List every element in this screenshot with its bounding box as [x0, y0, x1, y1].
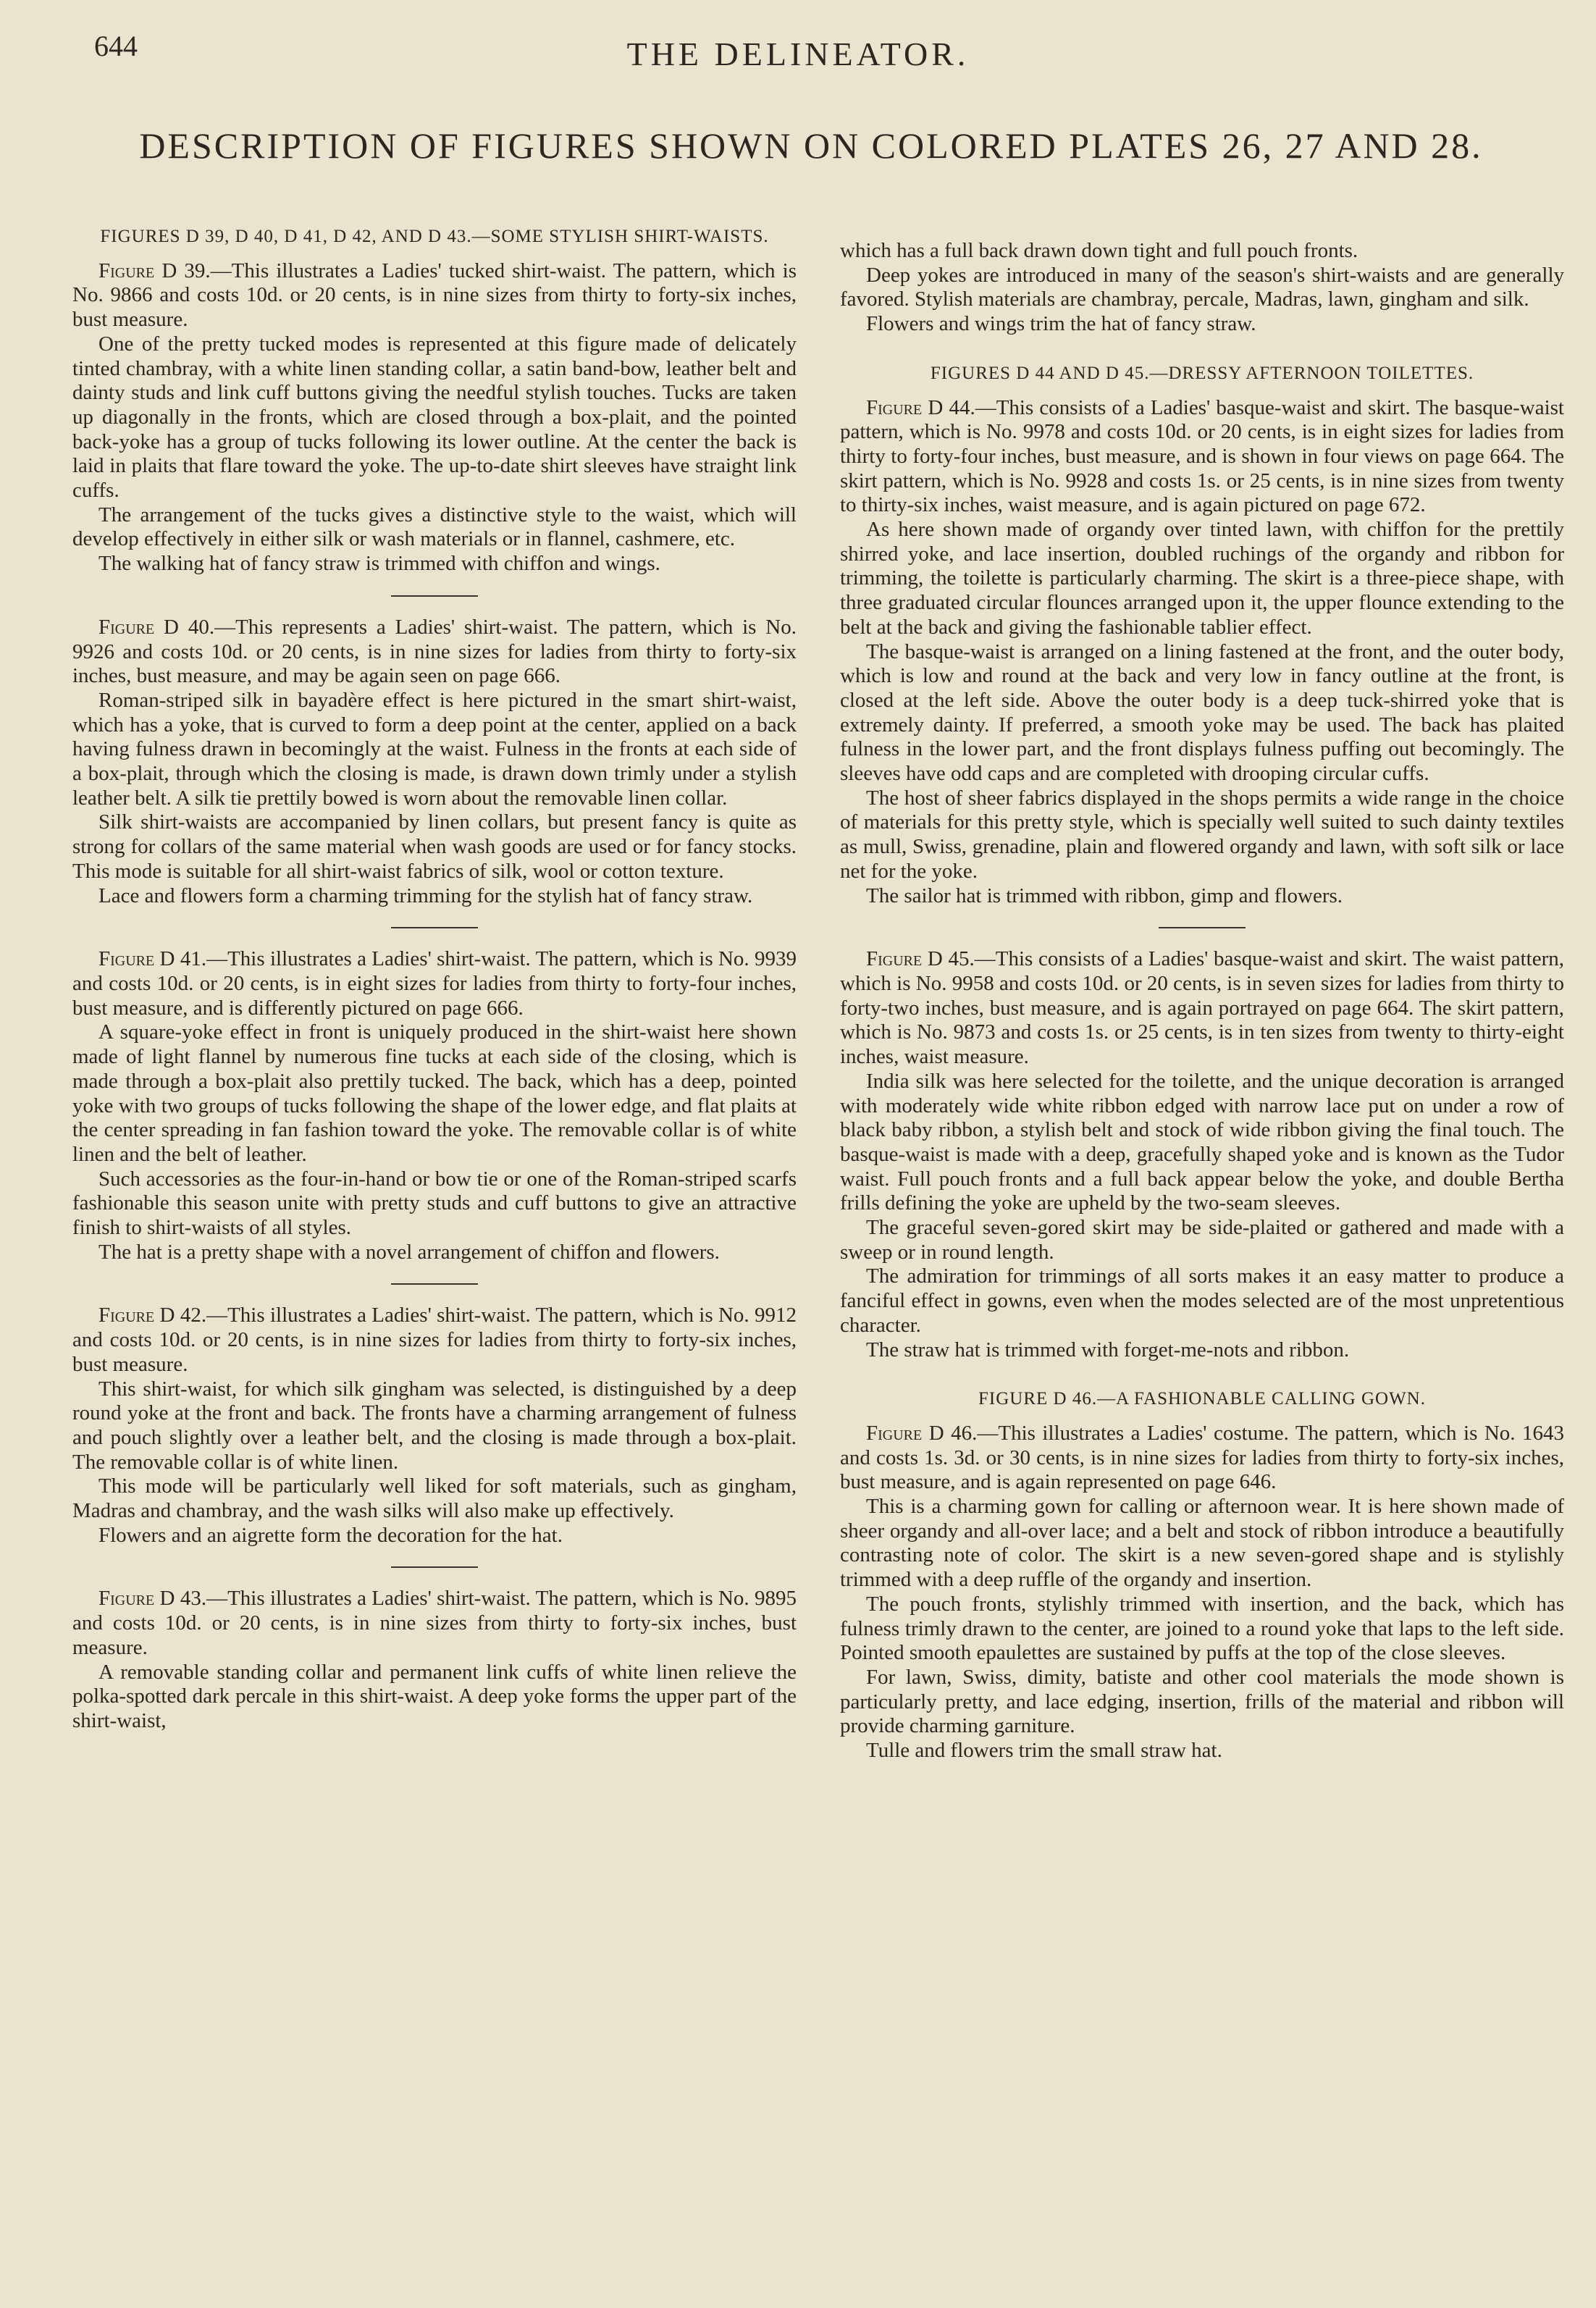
- paragraph: Figure D 42.—This illustrates a Ladies' shirt-waist. The pattern, which is No. 9912 and costs 10d. or 20 cents, is in nine sizes for ladies from thirty to forty-six inches, bust measure.: [72, 1304, 797, 1376]
- figure-d46-description: [840, 1422, 1564, 1763]
- paragraph: Deep yokes are introduced in many of the season's shirt-waists and are generally favored. Stylish materials are chambray, percale, Madras, lawn, gingham and silk.: [840, 263, 1564, 311]
- paragraph: One of the pretty tucked modes is represented at this figure made of delicately tinted chambray, with a white linen standing collar, a satin band-bow, leather belt and dainty studs and link cuff buttons giving the needful stylish touches. Tucks are taken up diagonally in the fronts, which are closed through a box-plait, and the pointed back-yoke has a group of tucks following its lower outline. At the center the back is laid in plaits that flare toward the yoke. The up-to-date shirt sleeves have straight link cuffs.: [72, 332, 797, 503]
- paragraph: Roman-striped silk in bayadère effect is here pictured in the smart shirt-waist, which has a yoke, that is curved to form a deep point at the center, applied on a back having fulness drawn in becomingly at the waist. Fulness in the fronts at each side of a box-plait, through which the closing is made, is drawn down trimly under a stylish leather belt. A silk tie prettily bowed is worn about the removable linen collar.: [72, 688, 797, 810]
- section-heading-afternoon-toilettes: FIGURES D 44 AND D 45.—DRESSY AFTERNOON TOILETTES.: [930, 363, 1474, 383]
- figure-label: Figure D 42.: [98, 1304, 207, 1327]
- paragraph: Flowers and an aigrette form the decoration for the hat.: [98, 1523, 563, 1547]
- paragraph: The walking hat of fancy straw is trimmed with chiffon and wings.: [98, 552, 660, 576]
- paragraph: Figure D 46.—This illustrates a Ladies' costume. The pattern, which is No. 1643 and costs 1s. 3d. or 30 cents, is in nine sizes for ladies from thirty to forty-six inches, bust measure, and is again represented on page 646.: [840, 1421, 1564, 1494]
- figure-label: Figure D 44.: [866, 395, 975, 419]
- paragraph: Figure D 44.—This consists of a Ladies' basque-waist and skirt. The basque-waist pattern, which is No. 9978 and costs 10d. or 20 cents, is in eight sizes for ladies from thirty to forty-four inches, bust measure, and is shown in four views on page 664. The skirt pattern, which is No. 9928 and costs 1s. or 25 cents, is in nine sizes from twenty to thirty-six inches, waist measure, and is again pictured on page 672.: [840, 395, 1564, 517]
- paragraph: This shirt-waist, for which silk gingham was selected, is distinguished by a deep round yoke at the front and back. The fronts have a charming arrangement of fulness and pouch slightly over a leather belt, and the closing is made through a box-plait. The removable collar is of white linen.: [72, 1377, 797, 1474]
- figure-d44-description: [840, 396, 1564, 909]
- figure-d40-description: [72, 616, 797, 908]
- paragraph: The graceful seven-gored skirt may be side-plaited or gathered and made with a sweep or in round length.: [840, 1216, 1564, 1264]
- left-column: [72, 224, 797, 2281]
- running-title: THE DELINEATOR.: [626, 35, 970, 72]
- figure-d41-description: [72, 947, 797, 1264]
- divider-rule: [391, 1283, 478, 1285]
- figure-label: Figure D 46.: [866, 1421, 978, 1445]
- page-number: 644: [94, 30, 138, 62]
- figure-label: Figure D 45.: [866, 947, 975, 971]
- paragraph: The hat is a pretty shape with a novel arrangement of chiffon and flowers.: [98, 1240, 720, 1264]
- divider-rule: [391, 1566, 478, 1568]
- divider-rule: [1159, 927, 1246, 928]
- paragraph: Lace and flowers form a charming trimming for the stylish hat of fancy straw.: [98, 884, 753, 907]
- paragraph: For lawn, Swiss, dimity, batiste and other cool materials the mode shown is particularly pretty, and lace edging, insertion, frills of the material and ribbon will provide charming garniture.: [840, 1665, 1564, 1738]
- paragraph: This is a charming gown for calling or afternoon wear. It is here shown made of sheer organdy and all-over lace; and a belt and stock of ribbon introduce a beautifully contrasting note of color. The skirt is a new seven-gored shape and is stylishly trimmed with a deep ruffle of the organdy and insertion.: [840, 1495, 1564, 1592]
- paragraph: A removable standing collar and permanent link cuffs of white linen relieve the polka-spotted dark percale in this shirt-waist. A deep yoke forms the upper part of the shirt-waist,: [72, 1660, 797, 1732]
- paragraph: Figure D 40.—This represents a Ladies' shirt-waist. The pattern, which is No. 9926 and costs 10d. or 20 cents, is in nine sizes for ladies from thirty to forty-six inches, bust measure, and may be again seen on page 666.: [72, 615, 797, 688]
- paragraph: As here shown made of organdy over tinted lawn, with chiffon for the prettily shirred yoke, and lace insertion, doubled ruchings of the organdy and ribbon for trimming, the toilette is particularly charming. The skirt is a three-piece shape, with three graduated circular flounces arranged upon it, the upper flounce extending to the belt at the back and giving the fashionable tablier effect.: [840, 518, 1564, 639]
- figure-d43-continued: [840, 239, 1564, 337]
- paragraph: The host of sheer fabrics displayed in the shops permits a wide range in the choice of materials for this pretty style, which is specially well suited to such dainty textiles as mull, Swiss, grenadine, plain and flowered organdy and lawn, with soft silk or lace net for the yoke.: [840, 786, 1564, 883]
- paragraph: Figure D 45.—This consists of a Ladies' basque-waist and skirt. The waist pattern, which is No. 9958 and costs 10d. or 20 cents, is in seven sizes for ladies from thirty to forty-two inches, bust measure, and is again portrayed on page 664. The skirt pattern, which is No. 9873 and costs 1s. or 25 cents, is in ten sizes from twenty to thirty-eight inches, waist measure.: [840, 947, 1564, 1069]
- paragraph: The arrangement of the tucks gives a distinctive style to the waist, which will develop effectively in either silk or wash materials or in flannel, cashmere, etc.: [72, 503, 797, 551]
- figure-d45-description: [840, 947, 1564, 1362]
- figure-label: Figure D 39.: [98, 259, 211, 282]
- figure-label: Figure D 43.: [98, 1587, 207, 1611]
- divider-rule: [391, 927, 478, 928]
- right-column: [840, 239, 1564, 2296]
- paragraph: Such accessories as the four-in-hand or bow tie or one of the Roman-striped scarfs fashionable this season unite with pretty studs and cuff buttons to give an attractive finish to shirt-waists of all styles.: [72, 1167, 797, 1240]
- paragraph: which has a full back drawn down tight and full pouch fronts.: [840, 239, 1358, 262]
- figure-label: Figure D 41.: [98, 947, 207, 971]
- paragraph: The pouch fronts, stylishly trimmed with insertion, and the back, which has fulness trimly drawn to the center, are joined to a round yoke that laps to the left side. Pointed smooth epaulettes are sustained by puffs at the top of the close sleeves.: [840, 1592, 1564, 1665]
- page-header: [0, 29, 1596, 80]
- paragraph: The straw hat is trimmed with forget-me-nots and ribbon.: [866, 1338, 1350, 1361]
- paragraph: Figure D 43.—This illustrates a Ladies' shirt-waist. The pattern, which is No. 9895 and costs 10d. or 20 cents, is in nine sizes from thirty to forty-six inches, bust measure.: [72, 1587, 797, 1659]
- paragraph: The admiration for trimmings of all sorts makes it an easy matter to produce a fanciful effect in gowns, even when the modes selected are of the most unpretentious character.: [840, 1264, 1564, 1337]
- paragraph: Flowers and wings trim the hat of fancy straw.: [866, 312, 1256, 336]
- paragraph: Tulle and flowers trim the small straw hat.: [866, 1739, 1222, 1763]
- section-heading-calling-gown: FIGURE D 46.—A FASHIONABLE CALLING GOWN.: [978, 1389, 1426, 1409]
- paragraph: India silk was here selected for the toilette, and the unique decoration is arranged with moderately wide white ribbon edged with narrow lace put on under a row of black baby ribbon, a stylish belt and stock of wide ribbon giving the final touch. The basque-waist is made with a deep, gracefully shaped yoke and is known as the Tudor waist. Full pouch fronts and a full back appear below the yoke, and double Bertha frills defining the yoke are upheld by the two-seam sleeves.: [840, 1069, 1564, 1215]
- article-title: DESCRIPTION OF FIGURES SHOWN ON COLORED PLATES 26, 27 AND 28.: [139, 125, 1483, 166]
- divider-rule: [391, 595, 478, 597]
- section-heading-shirt-waists: FIGURES D 39, D 40, D 41, D 42, AND D 43.—SOME STYLISH SHIRT-WAISTS.: [100, 227, 769, 246]
- paragraph: Figure D 41.—This illustrates a Ladies' shirt-waist. The pattern, which is No. 9939 and costs 10d. or 20 cents, is in eight sizes for ladies from thirty to forty-four inches, bust measure, and is differently pictured on page 666.: [72, 947, 797, 1020]
- paragraph: The basque-waist is arranged on a lining fastened at the front, and the outer body, which is low and round at the back and very low in fancy outline at the front, is closed at the left side. Above the outer body is a deep tuck-shirred yoke that is extremely dainty. If preferred, a smooth yoke may be used. The back has plaited fulness in the lower part, and the front displays fulness puffing out becomingly. The sleeves have odd caps and are completed with drooping circular cuffs.: [840, 639, 1564, 786]
- paragraph: Silk shirt-waists are accompanied by linen collars, but present fancy is quite as strong for collars of the same material when wash goods are used or for fancy stocks. This mode is suitable for all shirt-waist fabrics of silk, wool or cotton texture.: [72, 810, 797, 883]
- figure-d43-description: [72, 1587, 797, 1733]
- paragraph: Figure D 39.—This illustrates a Ladies' tucked shirt-waist. The pattern, which is No. 9866 and costs 10d. or 20 cents, is in nine sizes from thirty to forty-six inches, bust measure.: [72, 259, 797, 332]
- figure-d42-description: [72, 1304, 797, 1548]
- paragraph: The sailor hat is trimmed with ribbon, gimp and flowers.: [866, 884, 1343, 907]
- figure-label: Figure D 40.: [98, 615, 215, 639]
- paragraph: This mode will be particularly well liked for soft materials, such as gingham, Madras and chambray, and the wash silks will also make up effectively.: [72, 1474, 797, 1523]
- figure-d39-description: [72, 259, 797, 576]
- paragraph: A square-yoke effect in front is uniquely produced in the shirt-waist here shown made of light flannel by numerous fine tucks at each side of the closing, which is made through a box-plait also prettily tucked. The back, which has a deep, pointed yoke with two groups of tucks following the shape of the lower edge, and flat plaits at the center spreading in fan fashion toward the yoke. The removable collar is of white linen and the belt of leather.: [72, 1020, 797, 1166]
